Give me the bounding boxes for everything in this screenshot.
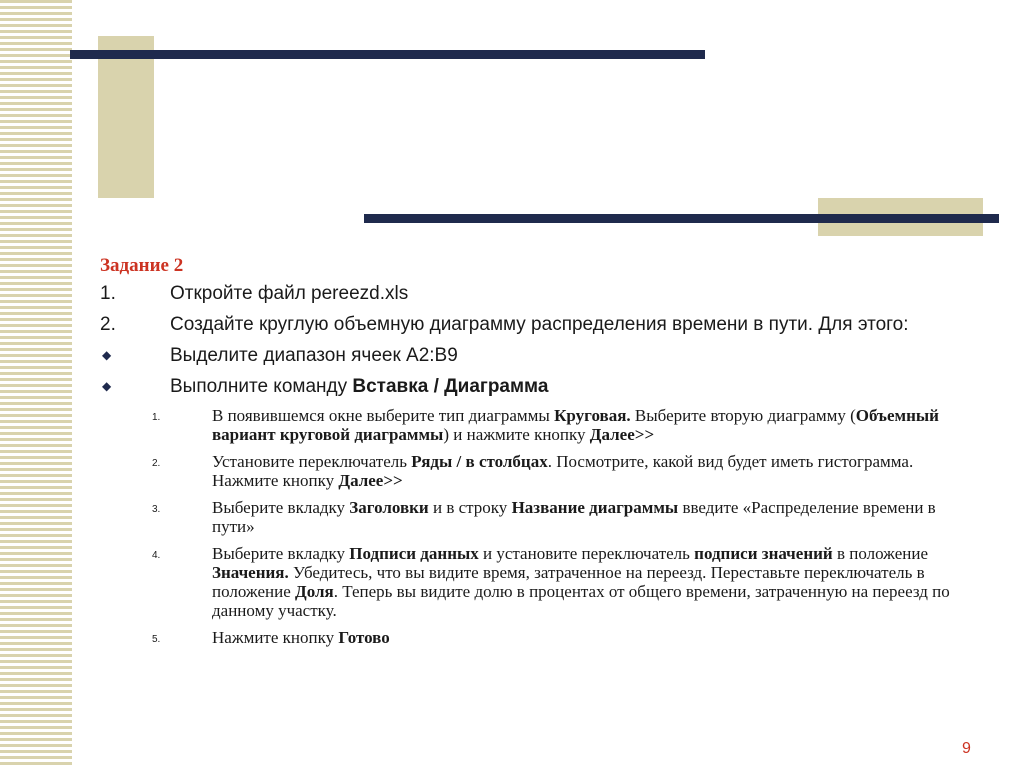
sub-step-text: в положение [832,544,928,563]
sub-step-text: и установите переключатель [478,544,695,563]
sub-step-bold: Подписи данных [349,544,479,563]
sub-step-bold: подписи значений [694,544,833,563]
sub-step-item [100,544,980,620]
sub-step-bold: Ряды / в столбцах [411,452,548,471]
sub-step-text: Выберите вторую диаграмму ( [630,406,856,425]
sub-step-bold: Объемный вариант круговой диаграммы [212,406,939,444]
step-item [100,313,980,336]
sub-step-text: Выберите вкладку [212,544,350,563]
diamond-bullet-icon: ◆ [102,379,112,393]
step-number: 2. [100,314,116,335]
step-text: Создайте круглую объемную диаграмму распределения времени в пути. Для этого: [170,314,909,335]
sub-step-bold: Название диаграммы [511,498,679,517]
sub-step-text: . Посмотрите, какой вид будет иметь гистограмма. Нажмите кнопку [212,452,914,490]
sub-step-number: 2. [152,458,161,469]
sub-step-number: 1. [152,412,161,423]
sub-step-text: и в строку [428,498,512,517]
sub-step-number: 5. [152,634,161,645]
decorative-stripe-band [0,0,72,768]
step-item [100,282,980,305]
sub-step-bold: Круговая. [554,406,631,425]
bullet-command: Вставка / Диаграмма [352,376,549,397]
decorative-navy-bar-mid [364,214,999,223]
bullet-text: Выделите диапазон ячеек А2:В9 [170,345,458,366]
sub-step-text: ) и нажмите кнопку [443,425,590,444]
sub-step-bold: Заголовки [349,498,429,517]
diamond-bullet-icon: ◆ [102,348,112,362]
sub-step-text: Убедитесь, что вы видите время, затраченное на переезд. Переставьте переключатель в положение [212,563,925,601]
sub-step-text: Установите переключатель [212,452,412,471]
task-title: Задание 2 [100,255,184,276]
sub-step-item [100,452,980,490]
sub-step-number: 4. [152,550,161,561]
bullet-item [100,344,980,367]
sub-step-text: . Теперь вы видите долю в процентах от общего времени, затраченную на переезд по данному участку. [212,582,950,620]
sub-step-text: В появившемся окне выберите тип диаграммы [212,406,555,425]
sub-step-text: Нажмите кнопку [212,628,339,647]
step-number: 1. [100,283,116,304]
sub-step-item [100,498,980,536]
sub-step-bold: Значения. [212,563,289,582]
bullet-text: Выполните команду [170,376,353,397]
sub-step-bold: Готово [338,628,390,647]
sub-step-text: введите «Распределение времени в пути» [212,498,936,536]
decorative-navy-bar-top [70,50,705,59]
slide-content [100,254,980,655]
sub-step-text: Выберите вкладку [212,498,350,517]
decorative-tan-rect-left [98,36,154,198]
sub-step-bold: Доля [295,582,334,601]
sub-step-bold: Далее>> [589,425,655,444]
sub-step-item [100,406,980,444]
sub-step-number: 3. [152,504,161,515]
bullet-item [100,375,980,398]
sub-step-item [100,628,980,647]
step-text: Откройте файл pereezd.xls [170,283,409,304]
sub-step-bold: Далее>> [338,471,403,490]
page-number: 9 [962,740,971,757]
